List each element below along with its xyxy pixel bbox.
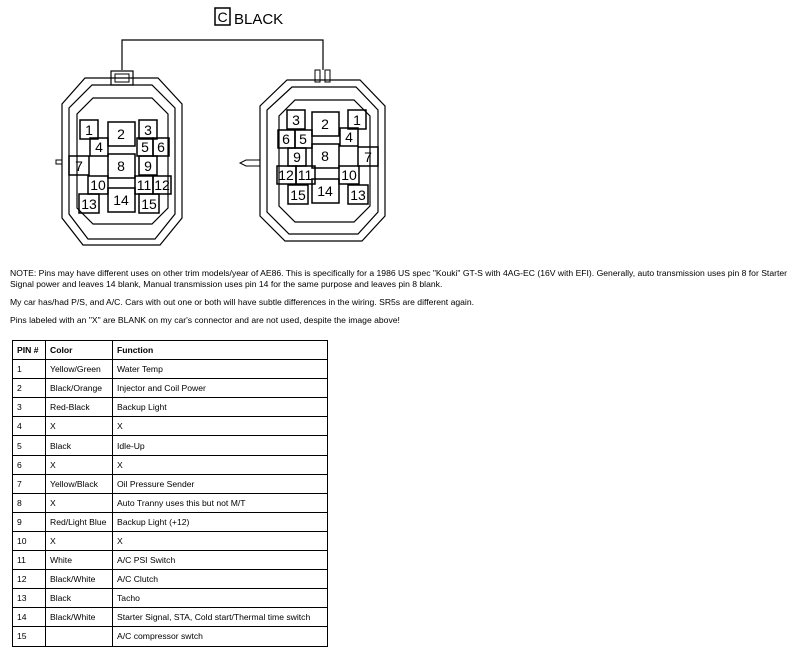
cell-color: Yellow/Black [46, 474, 113, 493]
cell-function: Injector and Coil Power [113, 379, 328, 398]
right-pin-label: 6 [282, 131, 290, 147]
left-connector-pins [69, 120, 171, 213]
header-color: Color [46, 341, 113, 360]
cell-function: Idle-Up [113, 436, 328, 455]
left-pin-label: 9 [144, 158, 152, 174]
header-pin: PIN # [13, 341, 46, 360]
left-pin-label: 15 [141, 196, 157, 212]
table-row [13, 531, 328, 550]
cell-function: A/C PSI Switch [113, 551, 328, 570]
cell-function: Tacho [113, 589, 328, 608]
cell-pin: 13 [13, 589, 46, 608]
cell-function: X [113, 455, 328, 474]
cell-pin: 7 [13, 474, 46, 493]
cell-color: Red/Light Blue [46, 512, 113, 531]
right-pin-label: 9 [293, 149, 301, 165]
left-pin-label: 2 [117, 126, 125, 142]
left-pin-label: 10 [90, 177, 106, 193]
right-pin-label: 10 [341, 167, 357, 183]
cell-pin: 11 [13, 551, 46, 570]
cell-pin: 8 [13, 493, 46, 512]
cell-function: A/C Clutch [113, 570, 328, 589]
cell-pin: 6 [13, 455, 46, 474]
left-pin-label: 14 [113, 192, 129, 208]
cell-function: Starter Signal, STA, Cold start/Thermal time switch [113, 608, 328, 627]
right-pin-label: 3 [292, 112, 300, 128]
right-pin-label: 15 [290, 187, 306, 203]
table-row [13, 570, 328, 589]
cell-function: X [113, 531, 328, 550]
table-header-row [13, 341, 328, 360]
left-pin-label: 12 [154, 177, 170, 193]
cell-color: Black/White [46, 608, 113, 627]
left-pin-label: 7 [75, 158, 83, 174]
note-paragraph: NOTE: Pins may have different uses on other trim models/year of AE86. This is specifically for a 1986 US spec "Kouki" GT-S with 4AG-EC (16V with EFI). Generally, auto transmission uses pin 8 for Starter Signal power and leaves 14 blank, Manual transmission uses pin 14 for the same purpose and leaves pin 8 blank. [10, 268, 787, 289]
cell-color: Black/Orange [46, 379, 113, 398]
cell-function: A/C compressor swtch [113, 627, 328, 646]
cell-function: Oil Pressure Sender [113, 474, 328, 493]
right-pin-label: 11 [297, 167, 313, 183]
table-row [13, 608, 328, 627]
right-pin-label: 2 [321, 116, 329, 132]
left-pin-label: 4 [95, 139, 103, 155]
cell-color: X [46, 417, 113, 436]
cell-color: White [46, 551, 113, 570]
left-pin-label: 11 [136, 177, 152, 193]
table-row [13, 627, 328, 646]
left-pin-label: 5 [141, 139, 149, 155]
right-pin-label: 1 [353, 112, 361, 128]
cell-color: Black [46, 589, 113, 608]
right-connector-pins [277, 110, 378, 204]
notes-section [10, 268, 795, 333]
note-paragraph: Pins labeled with an "X" are BLANK on my car's connector and are not used, despite the image above! [10, 315, 400, 325]
cell-function: Backup Light (+12) [113, 512, 328, 531]
cell-color: Black [46, 436, 113, 455]
table-row [13, 474, 328, 493]
cell-function: Water Temp [113, 360, 328, 379]
left-pin-label: 13 [81, 196, 97, 212]
cell-pin: 15 [13, 627, 46, 646]
right-pin-label: 14 [317, 183, 333, 199]
left-pin-label: 6 [157, 139, 165, 155]
right-pin-label: 12 [278, 167, 294, 183]
cell-color: X [46, 531, 113, 550]
cell-color [46, 627, 113, 646]
cell-pin: 12 [13, 570, 46, 589]
cell-color: X [46, 493, 113, 512]
table-row [13, 551, 328, 570]
left-pin-label: 3 [144, 122, 152, 138]
table-row [13, 512, 328, 531]
header-letter: C [217, 9, 228, 25]
right-pin-label: 8 [321, 148, 329, 164]
header-title: BLACK [234, 11, 284, 28]
cell-pin: 5 [13, 436, 46, 455]
table-row [13, 589, 328, 608]
cell-pin: 4 [13, 417, 46, 436]
cell-pin: 9 [13, 512, 46, 531]
cell-pin: 14 [13, 608, 46, 627]
table-row [13, 455, 328, 474]
right-pin-label: 13 [350, 187, 366, 203]
table-row [13, 436, 328, 455]
note-paragraph: My car has/had P/S, and A/C. Cars with out one or both will have subtle differences in the wiring. SR5s are different again. [10, 297, 474, 307]
cell-function: Auto Tranny uses this but not M/T [113, 493, 328, 512]
cell-color: X [46, 455, 113, 474]
connector-bracket [122, 40, 323, 70]
table-row [13, 398, 328, 417]
table-row [13, 493, 328, 512]
table-row [13, 379, 328, 398]
right-pin-label: 5 [299, 131, 307, 147]
cell-pin: 3 [13, 398, 46, 417]
cell-pin: 2 [13, 379, 46, 398]
header-function: Function [113, 341, 328, 360]
right-pin-label: 4 [345, 129, 353, 145]
left-pin-label: 1 [85, 122, 93, 138]
left-pin-label: 8 [117, 158, 125, 174]
cell-pin: 1 [13, 360, 46, 379]
cell-color: Red-Black [46, 398, 113, 417]
cell-color: Black/White [46, 570, 113, 589]
cell-color: Yellow/Green [46, 360, 113, 379]
cell-function: Backup Light [113, 398, 328, 417]
table-row [13, 360, 328, 379]
cell-function: X [113, 417, 328, 436]
cell-pin: 10 [13, 531, 46, 550]
pin-table [12, 340, 328, 647]
connector-diagram [0, 0, 800, 262]
right-pin-label: 7 [364, 149, 372, 165]
table-row [13, 417, 328, 436]
